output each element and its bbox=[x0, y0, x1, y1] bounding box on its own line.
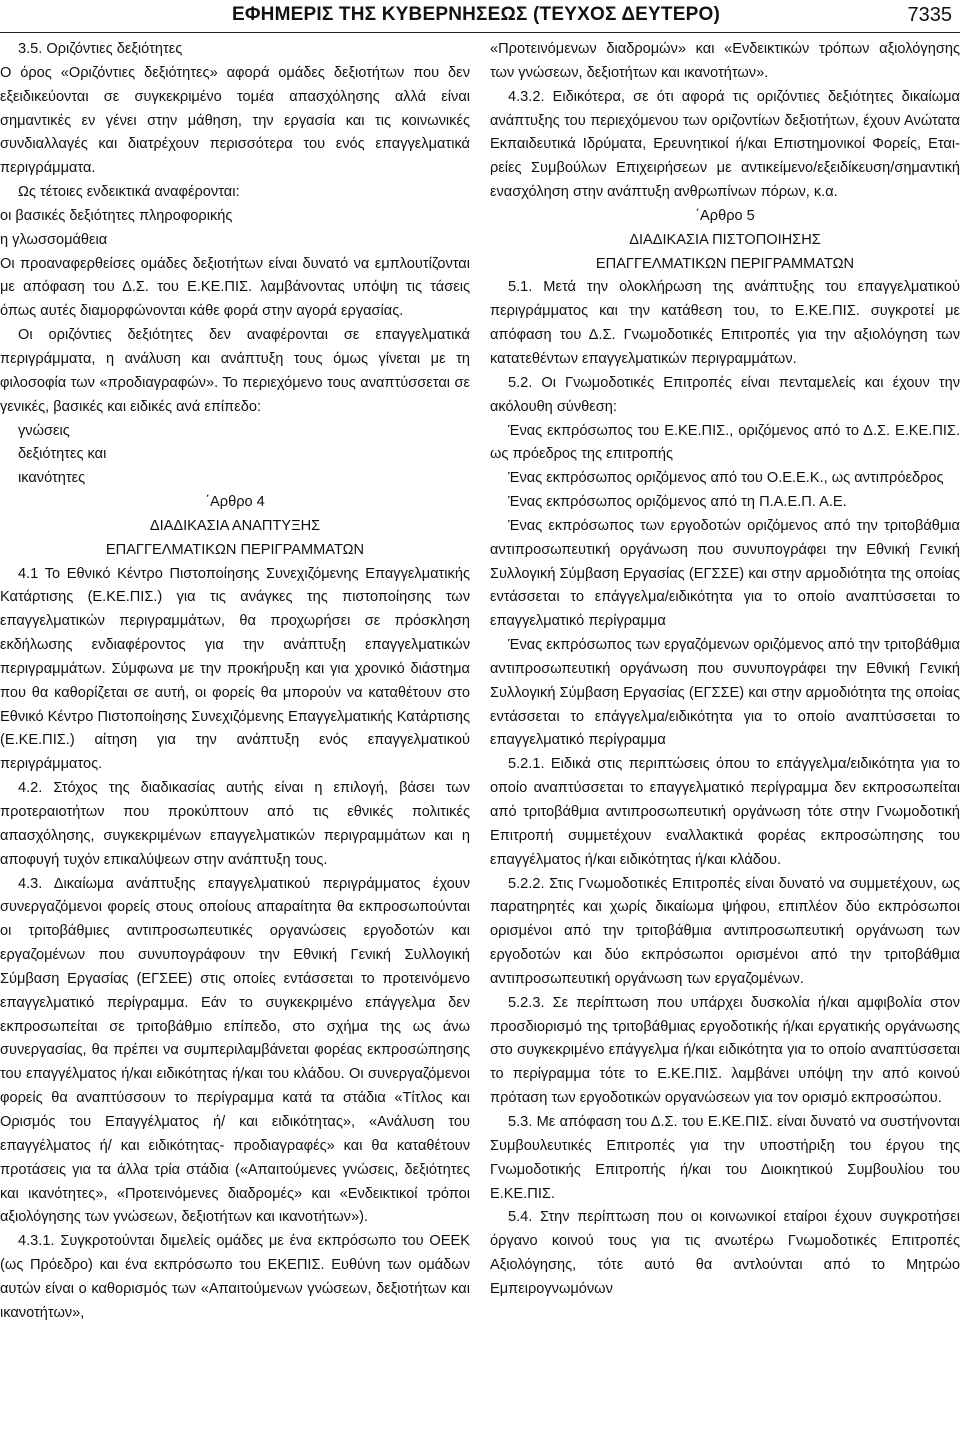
paragraph: δεξιότητες και bbox=[18, 446, 107, 463]
paragraph: 3.5. Οριζόντιες δεξιότητες bbox=[18, 41, 183, 57]
section-heading: ΕΠΑΓΓΕΛΜΑΤΙΚΩΝ ΠΕΡΙΓΡΑΜΜΑΤΩΝ bbox=[595, 255, 855, 272]
paragraph: 5.4. Στην περίπτωση που οι κοινωνικοί εταίροι έχουν συγκροτήσει όργανο κοινού τους για τις ανωτέρω Γνωμοδοτικές Επιτροπές Αξιολόγησης, τότε αυτό θα αντλούνται από το Μητρώο Εμπειρογνωμόνων bbox=[490, 1209, 960, 1297]
paragraph: 5.2.3. Σε περίπτωση που υπάρχει δυσκολία ή/και αμφιβολία στον προσδιορισμό της τριτοβάθμιας εργοδοτικής ή/και εργατικής οργάνωσης στο συγκεκριμένο επάγγελμα ή/και ειδικότητα για το οποίο αναπτύσσεται το περίγραμμα τότε το Ε.ΚΕ.ΠΙΣ. λαμβάνει υπόψη την από κοινού πρόταση των εργοδοτικών οργανώσεων για τον ορισμό εκπροσώπου. bbox=[490, 994, 960, 1107]
paragraph: «Προτεινόμενων διαδρομών» και «Ενδεικτικών τρόπων αξιολόγησης των γνώσεων, δεξιοτήτων και ικανοτήτων». bbox=[490, 41, 960, 81]
section-heading: ΄Αρθρο 5 bbox=[695, 207, 755, 224]
paragraph: 4.3.1. Συγκροτούνται διμελείς ομάδες με ένα εκπρόσωπο του ΟΕΕΚ (ως Πρόεδρο) και ένα εκπρόσωπο του ΕΚΕΠΙΣ. Ευθύνη των ομάδων αυτών είναι ο καθορισμός των «Απαιτούμενων γνώσεων, δεξιοτήτων και ικανοτήτων», bbox=[0, 1233, 470, 1321]
gazette-title: ΕΦΗΜΕΡΙΣ ΤΗΣ ΚΥΒΕΡΝΗΣΕΩΣ (ΤΕΥΧΟΣ ΔΕΥΤΕΡΟ) bbox=[232, 4, 720, 25]
paragraph: η γλωσσομάθεια bbox=[0, 231, 108, 248]
paragraph: 5.1. Μετά την ολοκλήρωση της ανάπτυξης του επαγγελματικού περιγράμματος και την κατάθεση του, το Ε.ΚΕ.ΠΙΣ. συγκροτεί με απόφαση του Δ.Σ. Γνωμοδοτικές Επιτροπές για την αξιολόγηση των κατατεθέντων επαγγελματικών περιγραμμάτων. bbox=[490, 279, 960, 367]
paragraph: 5.3. Με απόφαση του Δ.Σ. του Ε.ΚΕ.ΠΙΣ. είναι δυνατό να συστήνονται Συμβουλευτικές Επιτροπές για την υποστήριξη του έργου της Γνωμοδοτικής Επιτροπής ή/και του Διοικητικού Συμβουλίου του Ε.ΚΕ.ΠΙΣ. bbox=[490, 1113, 960, 1202]
paragraph: Ως τέτοιες ενδεικτικά αναφέρονται: bbox=[18, 184, 240, 201]
paragraph: 5.2. Οι Γνωμοδοτικές Επιτροπές είναι πενταμελείς και έχουν την ακόλουθη σύνθεση: bbox=[490, 374, 960, 415]
paragraph: 4.1 Το Εθνικό Κέντρο Πιστοποίησης Συνεχιζόμενης Επαγγελματικής Κατάρτισης (Ε.ΚΕ.ΠΙΣ.) για τις ανάγκες της πιστοποίησης των επαγγελματικών περιγραμμάτων, θα προχωρήσει σε πρόσκληση εκδήλωσης ενδιαφέροντος για την ανάπτυξη επαγγελματικών περιγραμμάτων. Σύμφωνα με την προκήρυξη και για χρονικό διάστημα που θα καθορίζεται σε αυτή, οι φορείς θα μπορούν να καταθέτουν στο Εθνικό Κέντρο Πιστοποίησης Συνεχιζόμενης Επαγγελματικής Κατάρτισης (Ε.ΚΕ.ΠΙΣ.) αίτηση για την ανάπτυξη ενός επαγγελματικού περιγράμματος. bbox=[0, 565, 470, 773]
paragraph: Ένας εκπρόσωπος οριζόμενος από του Ο.Ε.Ε.Κ., ως αντιπρόεδρος bbox=[508, 470, 944, 487]
paragraph: γνώσεις bbox=[18, 422, 70, 439]
paragraph: Ένας εκπρόσωπος οριζόμενος από τη Π.Α.Ε.Π. Α.Ε. bbox=[508, 494, 847, 511]
header-rule bbox=[0, 32, 960, 33]
paragraph: Οι οριζόντιες δεξιότητες δεν αναφέρονται σε επαγγελματικά περιγράμματα, η ανάλυση και ανάπτυξη τους όμως γίνεται με τη φιλοσοφία των «προδιαγραφών». Το περιεχόμενο τους αναπτύσσεται σε γενικές, βασικές και ειδικές ανά επίπεδο: bbox=[0, 327, 470, 415]
section-heading: ΔΙΑΔΙΚΑΣΙΑ ΠΙΣΤΟΠΟΙΗΣΗΣ bbox=[629, 231, 821, 248]
page-header bbox=[0, 0, 960, 34]
paragraph: Ένας εκπρόσωπος του Ε.ΚΕ.ΠΙΣ., οριζόμενος από το Δ.Σ. Ε.ΚΕ.ΠΙΣ. ως πρόεδρος της επιτροπής bbox=[490, 422, 960, 463]
paragraph: 5.2.2. Στις Γνωμοδοτικές Επιτροπές είναι δυνατό να συμμετέχουν, ως παρατηρητές και χωρίς δικαίωμα ψήφου, επιπλέον δύο εκπρόσωποι ορισμένοι από την τριτοβάθμια αντιπροσωπευτική οργάνωση των εργοδοτών και δύο εκπρόσωποι ορισμένοι από την τριτοβάθμια αντιπροσωπευτική οργάνωση των εργαζομένων. bbox=[490, 875, 960, 987]
paragraph: Ο όρος «Οριζόντιες δεξιότητες» αφορά ομάδες δεξιοτήτων που δεν εξειδικεύονται σε συγκεκριμένο τομέα απασχόλησης αλλά είναι σημαντικές εν γένει στην μάθηση, την εργασία και τις κοινωνικές συνδιαλλαγές και διατρέχουν περισσότερα του ενός επαγγελματικά περιγράμματα. bbox=[0, 64, 470, 177]
paragraph: 4.3.2. Ειδικότερα, σε ότι αφορά τις οριζόντιες δεξιότητες δικαίωμα ανάπτυξης του περιεχόμενου των οριζοντίων δεξιοτήτων, έχουν Ανώτατα Εκπαιδευτικά Ιδρύματα, Ερευνητικοί ή/και Επιστημονικοί Φορείς, Εταιρείες Συμβούλων Επιχειρήσεων με αντικείμενο/εξειδίκευση/σημαντική ενασχόληση στην ανάπτυξη ανθρωπίνων πόρων, κ.α. bbox=[490, 88, 960, 201]
paragraph: 4.2. Στόχος της διαδικασίας αυτής είναι η επιλογή, βάσει των προτεραιοτήτων που προκύπτουν από τις εθνικές πολιτικές απασχόλησης, συγκεκριμένων επαγγελματικών περιγραμμάτων και η αποφυγή τυχόν επικαλύψεων στην ανάπτυξη τους. bbox=[0, 780, 470, 868]
paragraph: ικανότητες bbox=[18, 470, 86, 487]
page-number: 7335 bbox=[907, 4, 952, 26]
paragraph: 4.3. Δικαίωμα ανάπτυξης επαγγελματικού περιγράμματος έχουν συνεργαζόμενοι φορείς στους οποίους απαραίτητα θα εκπροσωπούνται οι τριτοβάθμιες αντιπροσωπευτικές οργανώσεις εργοδοτών και εργαζομένων που συνυπογράφουν την Εθνική Γενική Συλλογική Σύμβαση Εργασίας (ΕΓΣΕΕ) στις οποίες εντάσσεται το προτεινόμενο επαγγελματικό περίγραμμα. Εάν το συγκεκριμένο επάγγελμα δεν εκπροσωπείται σε τριτοβάθμιο επίπεδο, στο σχήμα της ως άνω συνεργασίας, θα πρέπει να συμπεριλαμβάνεται φορέας εκπροσώπησης του επαγγέλματος ή/και ειδικότητας ή/και του κλάδου. Οι συνεργαζόμενοι φορείς θα αναπτύσσουν το περίγραμμα κατά τα στάδια «Τίτλος και Ορισμός του Επαγγέλματος ή/ και ειδικότητας», «Ανάλυση του επαγγέλματος ή/ και ειδικότητας- προδιαγραφές» και θα καταθέτουν προτάσεις για τα άλλα τρία στάδια («Απαιτούμενες γνώσεις, δεξιότητες και ικανότητες», «Προτεινόμενες διαδρομές» και «Ενδεικτικοί τρόποι αξιολόγησης των γνώσεων, δεξιοτήτων και ικανοτήτων»). bbox=[0, 875, 470, 1226]
left-column bbox=[0, 38, 470, 1326]
right-column bbox=[490, 38, 960, 1302]
paragraph: οι βασικές δεξιότητες πληροφορικής bbox=[0, 207, 233, 224]
paragraph: 5.2.1. Ειδικά στις περιπτώσεις όπου το επάγγελμα/ειδικότητα για το οποίο αναπτύσσεται το επαγγελματικό περίγραμμα δεν εκπροσωπείται από τριτοβάθμια αντιπροσωπευτική οργάνωση τότε στην Γνωμοδοτική Επιτροπή συμμετέχουν εναλλακτικά φορέας εκπροσώπησης του επαγγέλματος ή/και ειδικότητας ή/και κλάδου. bbox=[490, 756, 960, 868]
paragraph: Ένας εκπρόσωπος των εργαζόμενων οριζόμενος από την τριτοβάθμια αντιπροσωπευτική οργάνωση που συνυπογράφει την Εθνική Γενική Συλλογική Σύμβαση Εργασίας (ΕΓΣΣΕ) και στην αρμοδιότητα της οποίας εντάσσεται το επάγγελμα/ειδικότητα για το οποίο αναπτύσσεται το επαγγελματικό περίγραμμα bbox=[490, 637, 960, 749]
section-heading: ΔΙΑΔΙΚΑΣΙΑ ΑΝΑΠΤΥΞΗΣ bbox=[149, 517, 321, 534]
section-heading: ΕΠΑΓΓΕΛΜΑΤΙΚΩΝ ΠΕΡΙΓΡΑΜΜΑΤΩΝ bbox=[105, 541, 365, 558]
section-heading: ΄Αρθρο 4 bbox=[205, 494, 265, 511]
paragraph: Ένας εκπρόσωπος των εργοδοτών οριζόμενος από την τριτοβάθμια αντιπροσωπευτική οργάνωση που συνυπογράφει την Εθνική Γενική Συλλογική Σύμβαση Εργασίας (ΕΓΣΣΕ) και στην αρμοδιότητα της οποίας εντάσσεται το επάγγελμα/ειδικότητα για το οποίο αναπτύσσεται το επαγγελματικό περίγραμμα bbox=[490, 517, 960, 630]
paragraph: Οι προαναφερθείσες ομάδες δεξιοτήτων είναι δυνατό να εμπλουτίζονται με απόφαση του Δ.Σ. του Ε.ΚΕ.ΠΙΣ. λαμβάνοντας υπόψη τις τάσεις όπως αυτές διαμορφώνονται κάθε φορά στην αγορά εργασίας. bbox=[0, 255, 470, 320]
